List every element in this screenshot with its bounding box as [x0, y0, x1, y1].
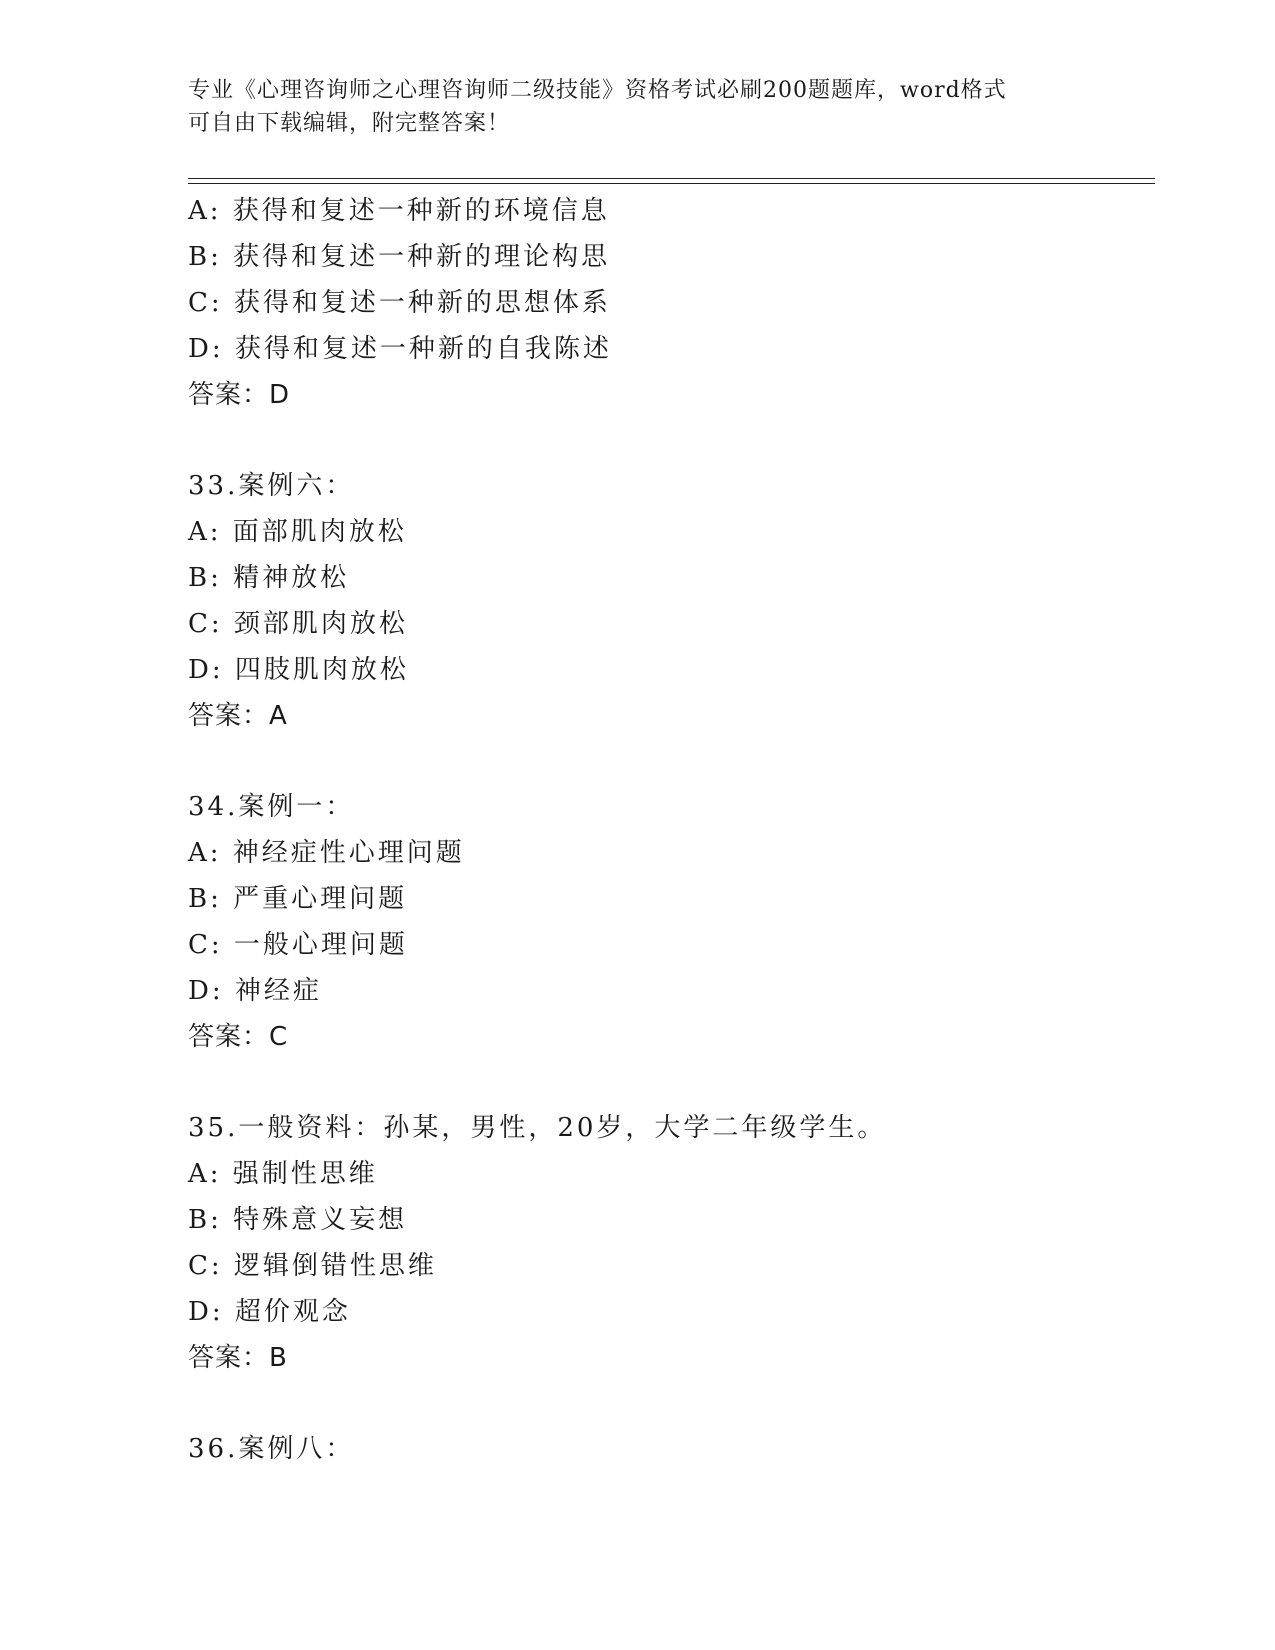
option-b: B: 精神放松: [188, 563, 350, 593]
header-title-line-2: 可自由下载编辑，附完整答案！: [188, 111, 511, 136]
option-d: D: 获得和复述一种新的自我陈述: [188, 334, 612, 364]
question-block-32: [188, 188, 1148, 418]
question-block-34: [188, 784, 1148, 1060]
question-title: 36.案例八：: [188, 1434, 355, 1464]
option-c: C: 逻辑倒错性思维: [188, 1251, 437, 1281]
question-title: 34.案例一：: [188, 792, 355, 822]
option-d: D: 超价观念: [188, 1297, 351, 1327]
document-header: [188, 74, 1088, 140]
option-a: A: 获得和复述一种新的环境信息: [188, 196, 610, 226]
question-title: 33.案例六：: [188, 471, 355, 501]
question-list: [188, 188, 1148, 1472]
header-divider-top: [188, 178, 1155, 179]
answer-line: 答案：C: [188, 1022, 289, 1052]
spacer: [188, 1060, 1148, 1105]
option-c: C: 获得和复述一种新的思想体系: [188, 288, 611, 318]
option-c: C: 一般心理问题: [188, 930, 408, 960]
option-b: B: 严重心理问题: [188, 884, 408, 914]
header-divider-bottom: [188, 183, 1155, 184]
option-b: B: 获得和复述一种新的理论构思: [188, 242, 611, 272]
question-block-33: [188, 463, 1148, 739]
spacer: [188, 739, 1148, 784]
spacer: [188, 418, 1148, 463]
option-d: D: 四肢肌肉放松: [188, 655, 409, 685]
question-title: 35.一般资料：孙某，男性，20岁，大学二年级学生。: [188, 1113, 887, 1143]
option-d: D: 神经症: [188, 976, 322, 1006]
answer-line: 答案：A: [188, 701, 288, 731]
header-title-line-1: 专业《心理咨询师之心理咨询师二级技能》资格考试必刷200题题库，word格式: [188, 78, 1007, 103]
option-a: A: 面部肌肉放松: [188, 517, 407, 547]
option-a: A: 强制性思维: [188, 1159, 378, 1189]
option-b: B: 特殊意义妄想: [188, 1205, 408, 1235]
question-block-35: [188, 1105, 1148, 1381]
option-c: C: 颈部肌肉放松: [188, 609, 408, 639]
spacer: [188, 1381, 1148, 1426]
answer-line: 答案：B: [188, 1343, 288, 1373]
question-block-36: [188, 1426, 1148, 1472]
answer-line: 答案：D: [188, 380, 291, 410]
option-a: A: 神经症性心理问题: [188, 838, 465, 868]
